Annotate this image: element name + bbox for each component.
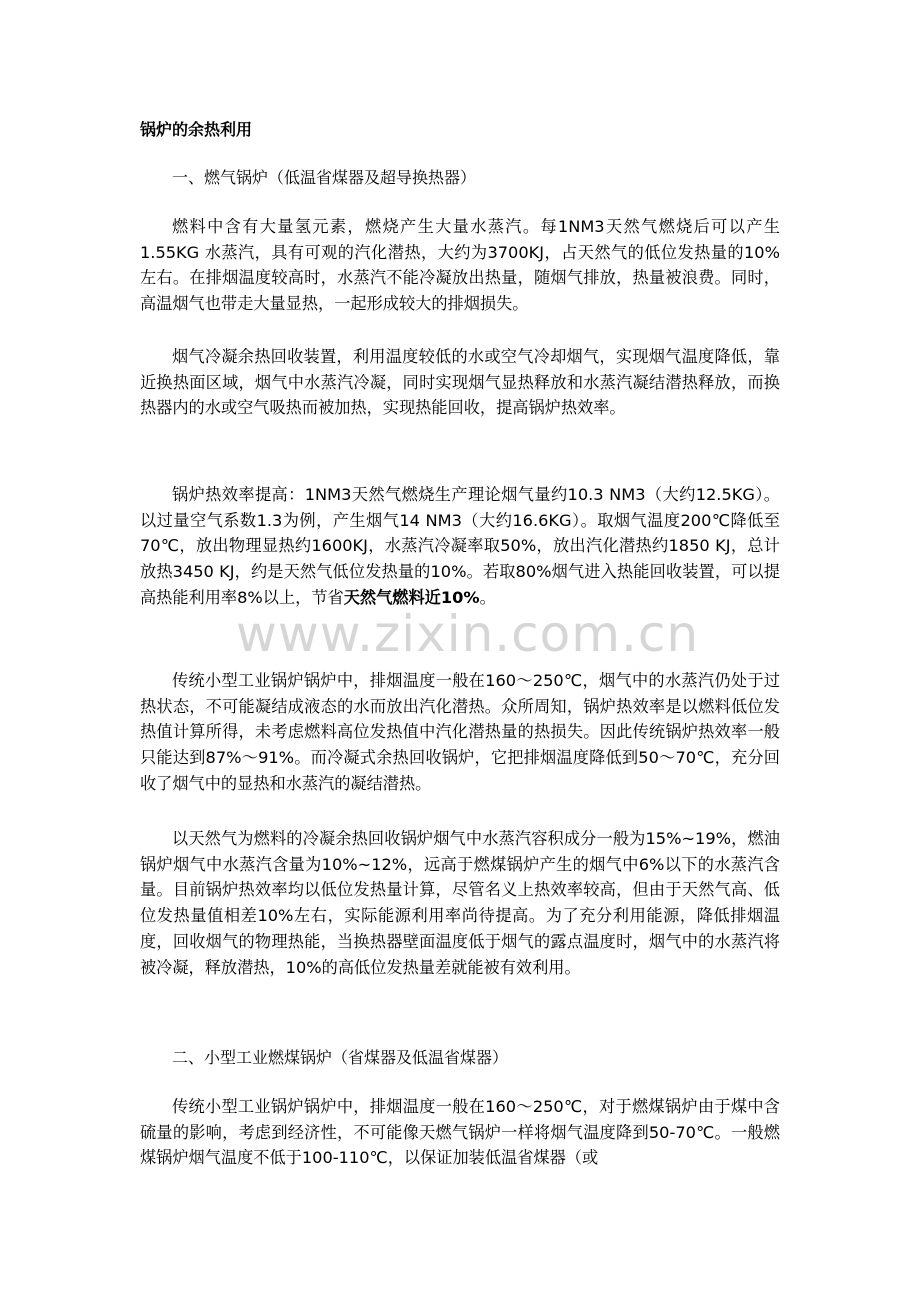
paragraph-3-end: 。 — [479, 587, 496, 607]
paragraph-2: 烟气冷凝余热回收装置，利用温度较低的水或空气冷却烟气，实现烟气温度降低，靠近换热面区域，烟气中水蒸汽冷凝，同时实现烟气显热释放和水蒸汽凝结潜热释放，而换热器内的水或空气吸热而被加热，实现热能回收，提高锅炉热效率。 — [140, 347, 780, 418]
watermark: www.zixin.com.cn — [236, 605, 700, 663]
section-heading-1: 一、燃气锅炉（低温省煤器及超导换热器） — [172, 168, 477, 187]
document-title: 锅炉的余热利用 — [140, 120, 253, 139]
section-heading-2: 二、小型工业燃煤锅炉（省煤器及低温省煤器） — [172, 1048, 509, 1067]
paragraph-5: 以天然气为燃料的冷凝余热回收锅炉烟气中水蒸汽容积成分一般为15%~19%，燃油锅炉烟气中水蒸汽含量为10%~12%，远高于燃煤锅炉产生的烟气中6%以下的水蒸汽含量。目前锅炉热效率均以低位发热量计算，尽管名义上热效率较高，但由于天然气高、低位发热量值相差10%左右，实际能源利用率尚待提高。为了充分利用能源，降低排烟温度，回收烟气的物理热能，当换热器壁面温度低于烟气的露点温度时，烟气中的水蒸汽将被冷凝，释放潜热，10%的高低位发热量差就能被有效利用。 — [140, 829, 780, 977]
paragraph-6: 传统小型工业锅炉锅炉中，排烟温度一般在160～250℃，对于燃煤锅炉由于煤中含硫量的影响，考虑到经济性，不可能像天燃气锅炉一样将烟气温度降到50-70℃。一般燃煤锅炉烟气温度不低于100-110℃，以保证加装低温省煤器（或 — [140, 1097, 780, 1168]
paragraph-3-highlight: 天然气燃料近10% — [343, 587, 480, 607]
paragraph-4: 传统小型工业锅炉锅炉中，排烟温度一般在160～250℃，烟气中的水蒸汽仍处于过热状态，不可能凝结成液态的水而放出汽化潜热。众所周知，锅炉热效率是以燃料低位发热值计算所得，未考虑燃料高位发热值中汽化潜热量的热损失。因此传统锅炉热效率一般只能达到87%～91%。而冷凝式余热回收锅炉，它把排烟温度降低到50～70℃，充分回收了烟气中的显热和水蒸汽的凝结潜热。 — [140, 671, 780, 793]
paragraph-3 — [140, 482, 780, 611]
paragraph-1: 燃料中含有大量氢元素，燃烧产生大量水蒸汽。每1NM3天然气燃烧后可以产生1.55KG 水蒸汽，具有可观的汽化潜热，大约为3700KJ，占天然气的低位发热量的10%左右。在排烟温度较高时，水蒸汽不能冷凝放出热量，随烟气排放，热量被浪费。同时，高温烟气也带走大量显热，一起形成较大的排烟损失。 — [140, 217, 780, 314]
paragraph-3-text: 锅炉热效率提高：1NM3天然气燃烧生产理论烟气量约10.3 NM3（大约12.5KG）。以过量空气系数1.3为例，产生烟气14 NM3（大约16.6KG）。取烟气温度200℃降低至70℃，放出物理显热约1600KJ，水蒸汽冷凝率取50%，放出汽化潜热约1850 KJ，总计放热3450 KJ，约是天然气低位发热量的10%。若取80%烟气进入热能回收装置，可以提高热能利用率8%以上，节省 — [140, 485, 780, 607]
